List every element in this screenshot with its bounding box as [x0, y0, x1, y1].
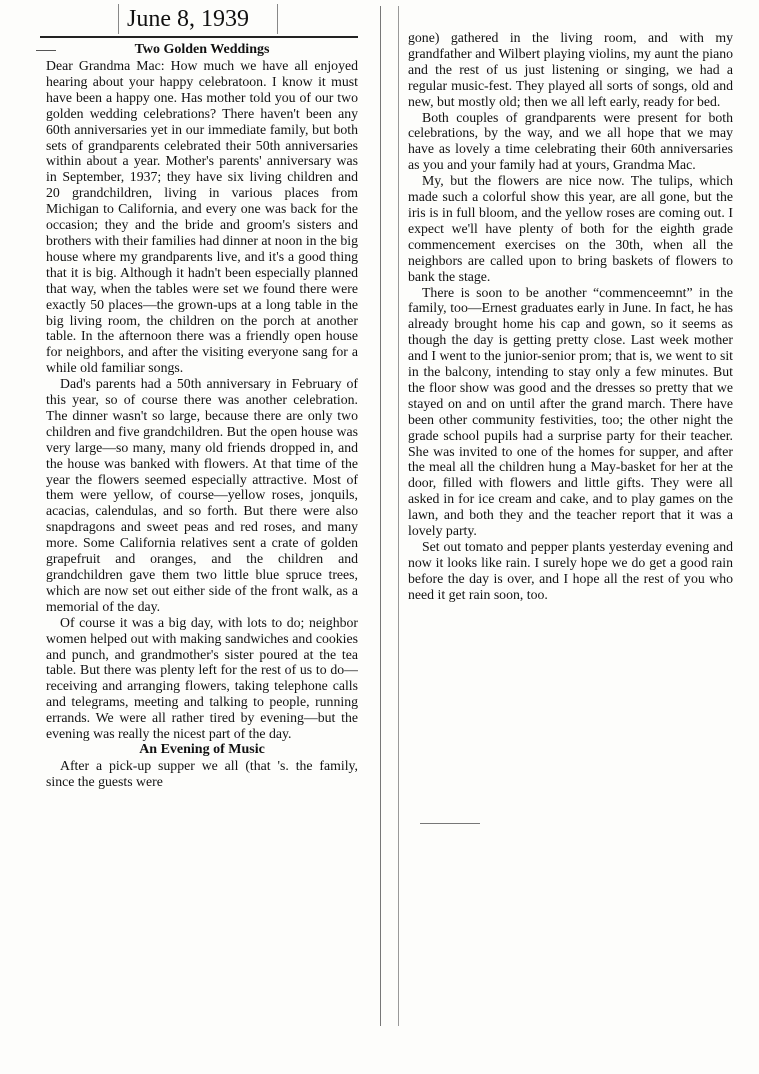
- clipping-date: June 8, 1939: [118, 4, 278, 34]
- paragraph-dads-parents: Dad's parents had a 50th anniversary in February of this year, so of course there was another celebration. The dinner wasn't so large, because there are only two children and five grandchildren. But the open house was very large—so many, many old friends dropped in, and the house was banked with flowers. At that time of the year the flowers seemed especially attractive. Most of them were yellow, of course—yellow roses, jonquils, acacias, calendulas, and so forth. But there were also snapdragons and sweet peas and red roses, and many more. Some California relatives sent a crate of golden grapefruit and oranges, and the children and grandchildren gave them two little blue spruce trees, which are now set out either side of the front walk, as a memorial of the day.: [46, 376, 358, 614]
- end-rule: [420, 823, 480, 824]
- column-divider: [380, 6, 381, 1026]
- paragraph-tomato-plants: Set out tomato and pepper plants yesterday evening and now it looks like rain. I surely hope we do get a good rain before the day is over, and I hope all the rest of you who need it get rain soon, too.: [408, 539, 733, 602]
- paragraph-both-couples: Both couples of grandparents were present for both celebrations, by the way, and we all hope that we may have as lovely a time celebrating their 60th anniversaries as you and your family had at yours, Grandma Mac.: [408, 109, 733, 173]
- section-heading-music: An Evening of Music: [139, 741, 265, 757]
- paragraph-flowers: My, but the flowers are nice now. The tulips, which made such a colorful show this year, are all gone, but the iris is in full bloom, and the yellow roses are coming out. I expect we'll have plenty of both for the eighth grade commencement exercises on the 30th, when all the neighbors are called upon to bring baskets of flowers to bank the stage.: [408, 173, 733, 284]
- paragraph-dear-grandma: Dear Grandma Mac: How much we have all enjoyed hearing about your happy celebratoon. I know it must have been a happy one. Has mother told you of our two golden wedding celebrations? There haven't been any 60th anniversaries yet in our immediate family, but both sets of grandparents celebrated their 50th anniversaries within about a year. Mother's parents' anniversary was in September, 1937; they have six living children and 20 grandchildren, living in various places from Michigan to California, and every one was back for the occasion; they and the bride and groom's sisters and brothers with their families had dinner at noon in the big house where my grandparents live, and it's a good thing that it is big. Although it hadn't been especially planned that way, when the tables were set we found there were exactly 50 places—the grown-ups at a long table in the big living room, the children on the porch at another table. In the afternoon there was a friendly open house for neighbors, and after the visiting everyone sang for a while old familiar songs.: [46, 58, 358, 376]
- paragraph-commencement: There is soon to be another “commenceemnt” in the family, too—Ernest graduates early in June. In fact, he has already brought home his cap and gown, so it seems as though the day is getting pretty close. Last week mother and I went to the junior-senior prom; that is, we went to sit in the balcony, intending to stay only a few minutes. But the floor show was good and the dresses so pretty that we stayed on and on until after the grand march. There have been other community festivities, too; the other night the grade school pupils had a surprise party for their teacher. She was invited to one of the homes for supper, and after the meal all the children hung a May-basket for her at the door, filled with flowers and little gifts. They were all asked in for ice cream and cake, and to play games on the lawn, and both they and the teacher report that it was a lovely party.: [408, 284, 733, 539]
- article-heading: Two Golden Weddings: [134, 42, 270, 57]
- header-rule: [40, 36, 358, 38]
- right-column: [408, 30, 733, 820]
- column-divider-inner: [398, 6, 399, 1026]
- paragraph-pick-up-supper: After a pick-up supper we all (that 's. the family, since the guests were: [46, 757, 358, 789]
- paragraph-big-day: Of course it was a big day, with lots to do; neighbor women helped out with making sandwiches and cookies and punch, and grandmother's sister poured at the tea table. But there was plenty left for the rest of us to do—receiving and arranging flowers, taking telephone calls and telegrams, meeting and talking to people, running errands. We were all rather tired by evening—but the evening was really the nicest part of the day.: [46, 614, 358, 742]
- paragraph-music-fest: gone) gathered in the living room, and with my grandfather and Wilbert playing violins, my aunt the piano and the rest of us just listening or singing, we had a regular music-fest. They played all sorts of songs, old and new, but mostly old; then we all left early, ready for bed.: [408, 30, 733, 109]
- left-column: [46, 42, 358, 1038]
